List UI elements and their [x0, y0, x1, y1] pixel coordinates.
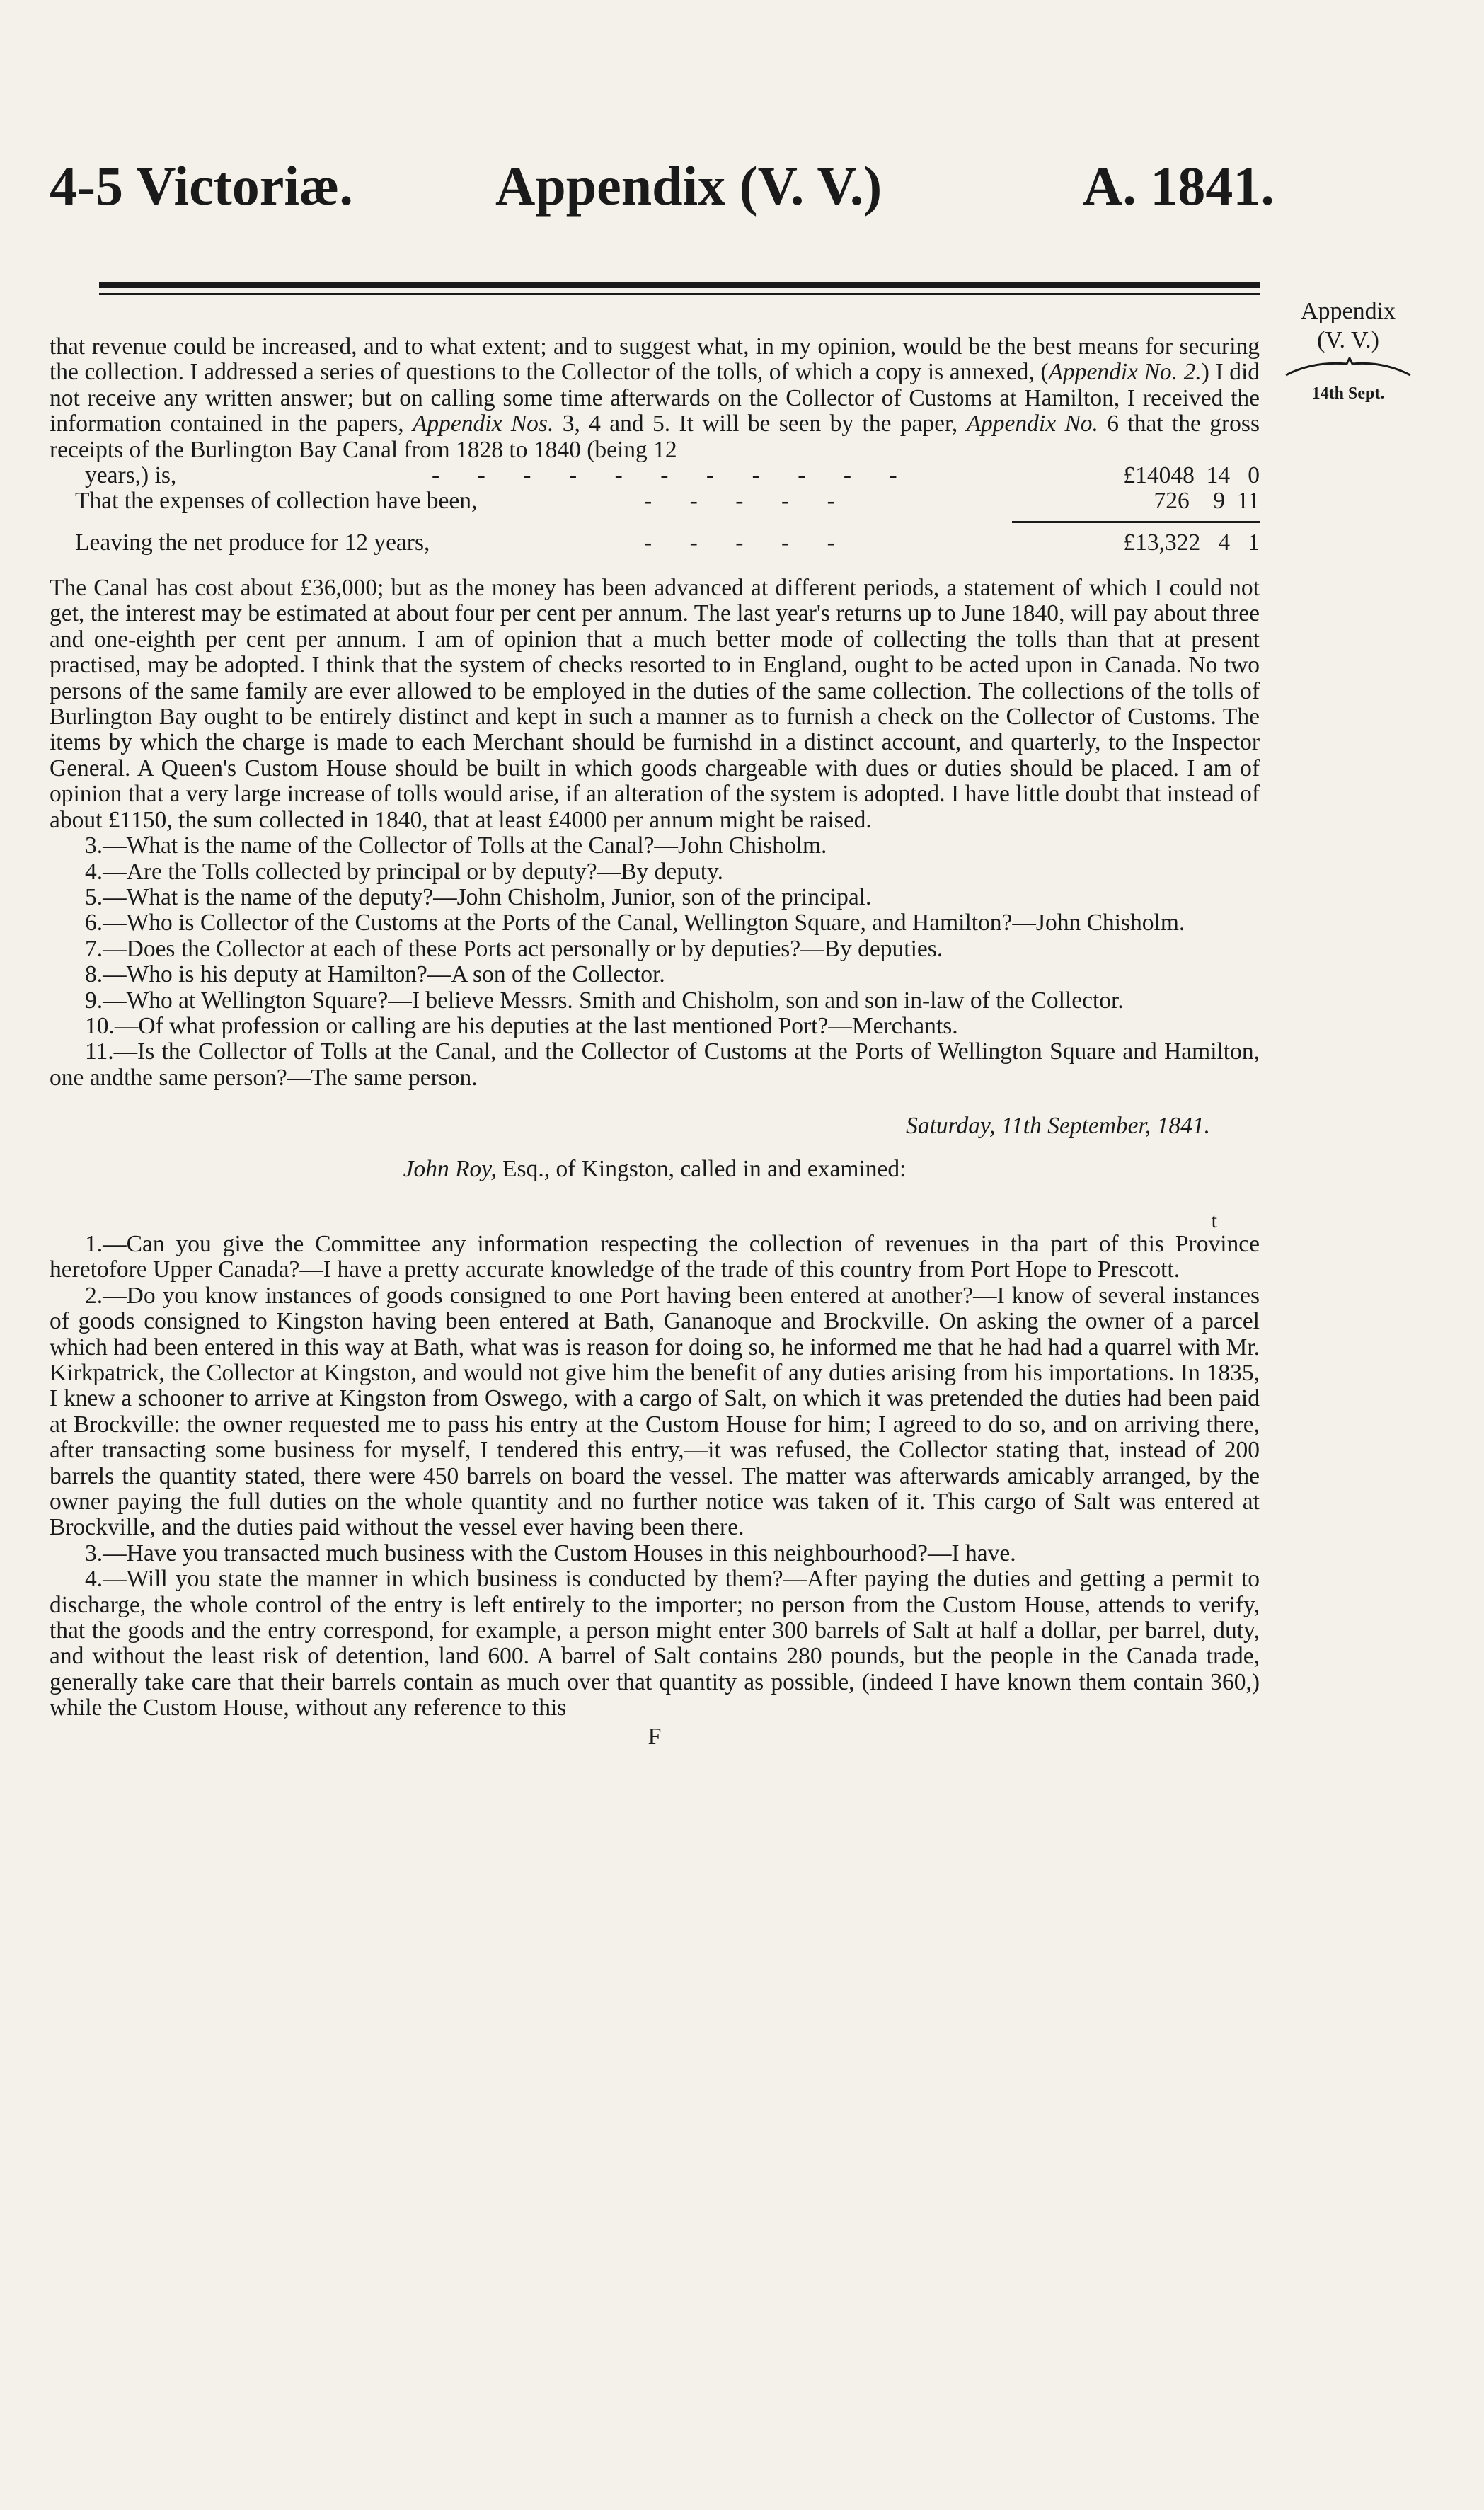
receipts-row-net: Leaving the net produce for 12 years, - - - - - £13,322 4 1 [75, 529, 1260, 556]
session-date: Saturday, 11th September, 1841. [906, 1113, 1210, 1140]
witness-name: John Roy, [403, 1155, 497, 1182]
signature-mark: F [648, 1723, 662, 1750]
header-session: 4-5 Victoriæ. [50, 155, 353, 217]
header-appendix-title: Appendix (V. V.) [495, 155, 882, 217]
answer-3: 3.—Have you transacted much business with the Custom Houses in this neighbourhood?—I have. [85, 1540, 1016, 1566]
margin-note-date: 14th Sept. [1311, 384, 1385, 403]
sum-rule [1012, 521, 1260, 523]
answer-1: 1.—Can you give the Committee any information respecting the collection of revenues in tha part of this Province heretofore Upper Canada?—I have a pretty accurate knowledge of the trade of this country from Port Hope to Prescott. [50, 1230, 1260, 1283]
document-body [50, 334, 1260, 1750]
answer-2: 2.—Do you know instances of goods consigned to one Port having been entered at another?—I know of several instances of goods consigned to Kingston having been entered at Bath, Gananoque and Brockville. On asking the owner of a parcel which had been entered in this way at Bath, what was is reason for doing so, he informed me that he had had a quarrel with Mr. Kirkpatrick, the Collector at Kingston, and would not give him the benefit of any duties arising from his importations. In 1835, I knew a schooner to arrive at Kingston from Oswego, with a cargo of Salt, on which it was pretended the duties had been paid at Brockville: the owner requested me to pass his entry at the Custom House for him; I agreed to do so, and on arriving there, after transacting some business for myself, I tendered this entry,—it was refused, the Collector stating that, instead of 200 barrels the quantity stated, there were 450 barrels on board the vessel. The matter was afterwards amicably arranged, by the owner paying the full duties on the whole quantity and no further notice was taken of it. This cargo of Salt was entered at Brockville, and the duties paid without the vessel ever having been there. [50, 1282, 1260, 1541]
margin-note [1284, 297, 1412, 404]
paragraph-revenue: that revenue could be increased, and to what extent; and to suggest what, in my opinion, would be the best means for securing the collection. I addressed a series of questions to the Collector of the tolls, of which a copy is annexed, (Appendix No. 2.) I did not receive any written answer; but on calling some time afterwards on the Collector of Customs at Hamilton, I received the information contained in the papers, Appendix Nos. 3, 4 and 5. It will be seen by the paper, Appendix No. 6 that the gross receipts of the Burlington Bay Canal from 1828 to 1840 (being 12 [50, 333, 1260, 463]
receipts-row-expenses: That the expenses of collection have been, - - - - - 726 9 11 [75, 488, 1260, 515]
stray-letter: t [1211, 1208, 1217, 1232]
header-year: A. 1841. [1083, 155, 1275, 217]
paragraph-canal-cost: The Canal has cost about £36,000; but as the money has been advanced at different periods, a statement of which I could not get, the interest may be estimated at about four per cent per annum. The last year's returns up to June 1840, will pay about three and one-eighth per cent per annum. I am of opinion that a much better mode of collecting the tolls than that at present practised, may be adopted. I think that the system of checks resorted to in England, ought to be acted upon in Canada. No two persons of the same family are ever allowed to be employed in the duties of the same collection. The collections of the tolls of Burlington Bay ought to be entirely distinct and kept in such a manner as to furnish a check on the Collector of Customs. The items by which the charge is made to each Merchant should be furnishd in a distinct account, and quarterly, to the Inspector General. A Queen's Custom House should be built in which goods chargeable with dues or duties should be placed. I am of opinion that a very large increase of tolls would arise, if an alteration of the system is adopted. I have little doubt that instead of about £1150, the sum collected in 1840, that at least £4000 per annum might be raised. [50, 575, 1260, 833]
question-6: 6.—Who is Collector of the Customs at the Ports of the Canal, Wellington Square, and Hamilton?—John Chisholm. [85, 910, 1185, 936]
question-11: 11.—Is the Collector of Tolls at the Canal, and the Collector of Customs at the Ports of Wellington Square and Hamilton, one andthe same person?—The same person. [50, 1038, 1260, 1091]
header-rule-thick [99, 282, 1260, 288]
question-4: 4.—Are the Tolls collected by principal or by deputy?—By deputy. [85, 858, 723, 885]
appendix-reference: Appendix No. [966, 411, 1098, 437]
witness-intro: John Roy, Esq., of Kingston, called in and examined: [403, 1155, 907, 1182]
question-3: 3.—What is the name of the Collector of Tolls at the Canal?—John Chisholm. [85, 832, 827, 859]
question-5: 5.—What is the name of the deputy?—John Chisholm, Junior, son of the principal. [85, 883, 872, 910]
question-8: 8.—Who is his deputy at Hamilton?—A son of the Collector. [85, 961, 665, 988]
margin-note-code: (V. V.) [1317, 326, 1379, 353]
question-10: 10.—Of what profession or calling are his deputies at the last mentioned Port?—Merchants. [85, 1012, 958, 1039]
appendix-reference: Appendix Nos. [412, 411, 554, 437]
margin-note-appendix: Appendix [1300, 298, 1396, 324]
question-9: 9.—Who at Wellington Square?—I believe Messrs. Smith and Chisholm, son and son in-law of the Collector. [85, 987, 1124, 1014]
appendix-reference: Appendix No. 2. [1048, 359, 1202, 386]
answer-4: 4.—Will you state the manner in which business is conducted by them?—After paying the duties and getting a permit to discharge, the whole control of the entry is left entirely to the importer; no person from the Custom House, attends to verify, that the goods and the entry correspond, for example, a person might enter 300 barrels of Salt at half a dollar, per barrel, duty, and without the least risk of detention, land 600. A barrel of Salt contains 280 pounds, but the people in the Canada trade, generally take care that their barrels contain as much over that quantity as possible, (indeed I have known them contain 360,) while the Custom House, without any reference to this [50, 1566, 1260, 1721]
question-7: 7.—Does the Collector at each of these Ports act personally or by deputies?—By deputies. [85, 935, 943, 962]
margin-brace [1284, 357, 1412, 377]
receipts-row-gross: years,) is, - - - - - - - - - - - £14048 14 0 [85, 462, 1260, 489]
header-rule-thin [99, 293, 1260, 295]
receipts-table [50, 463, 1260, 556]
